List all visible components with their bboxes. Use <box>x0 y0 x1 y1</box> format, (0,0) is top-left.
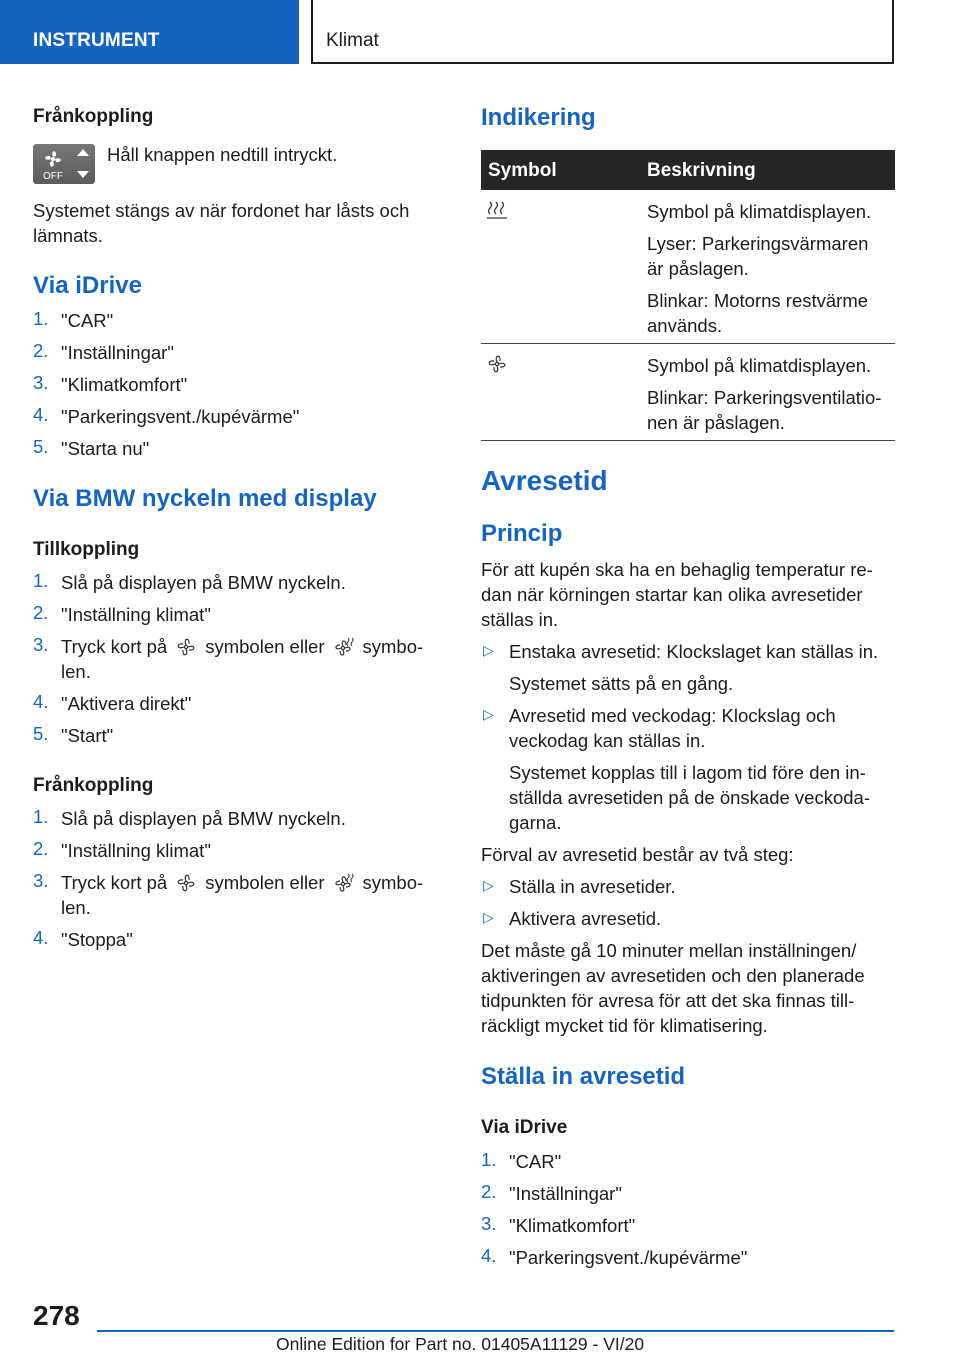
list-item: 3. "Klimatkomfort" <box>481 1213 636 1236</box>
forval-bullets: ▷ Ställa in avresetider. ▷ Aktivera avresetid. <box>483 876 676 929</box>
det-maste-line1: Det måste gå 10 minuter mellan inställningen/ <box>481 940 857 961</box>
indikering-title: Indikering <box>481 104 596 131</box>
table-row1-b2: är påslagen. <box>647 258 749 279</box>
list-item: 2. "Inställningar" <box>481 1181 622 1204</box>
off-note-line2: lämnats. <box>33 225 103 246</box>
heater-fan-icon <box>333 873 355 893</box>
list-item: 4. "Parkeringsvent./kupévärme" <box>481 1245 748 1268</box>
forval-text: Förval av avresetid består av två steg: <box>481 844 794 865</box>
princip-title: Princip <box>481 520 563 547</box>
chapter-label: Klimat <box>326 30 379 51</box>
table-row2-b1: Blinkar: Parkeringsventilatio- <box>647 387 882 408</box>
fan-icon <box>175 637 197 657</box>
page-number: 278 <box>33 1300 80 1331</box>
table-row2-a: Symbol på klimatdisplayen. <box>647 355 872 376</box>
key-title: Via BMW nyckeln med display <box>33 485 377 512</box>
bullet-icon: ▷ <box>483 877 494 893</box>
on-subtitle: Tillkoppling <box>33 539 140 560</box>
section-label: INSTRUMENT <box>33 30 160 51</box>
table-divider <box>481 343 895 344</box>
fan-icon <box>175 873 197 893</box>
table-row1-a: Symbol på klimatdisplayen. <box>647 201 872 222</box>
det-maste-line3: tidpunkten för avresa för att det ska finnas till- <box>481 990 855 1011</box>
table-row1-b1: Lyser: Parkeringsvärmaren <box>647 233 869 254</box>
princip-line2: dan när körningen startar kan olika avresetider <box>481 584 863 605</box>
off-title: Frånkoppling <box>33 106 154 127</box>
off2-subtitle: Frånkoppling <box>33 775 154 796</box>
list-item: 3. "Klimatkomfort" <box>33 372 188 395</box>
fan-icon <box>486 354 508 374</box>
col-beskrivning: Beskrivning <box>647 160 756 181</box>
table-row1-c2: används. <box>647 315 723 336</box>
edition-text: Online Edition for Part no. 01405A11129 - VI/20 <box>276 1334 645 1354</box>
table-bottom-rule <box>481 440 895 441</box>
det-maste-line4: räckligt mycket tid för klimatisering. <box>481 1015 768 1036</box>
heat-waves-icon <box>486 200 508 220</box>
princip-line1: För att kupén ska ha en behaglig temperatur re- <box>481 559 873 580</box>
fan-off-button-icon <box>33 144 95 184</box>
table-header <box>481 150 895 190</box>
on-steps: 1. Slå på displayen på BMW nyckeln. 2. "Inställning klimat" 3. Tryck kort på symbolen eller symbo- len. 4. "Aktivera direkt" 5. "Start" <box>33 570 424 746</box>
list-item: 1. "CAR" <box>481 1149 562 1172</box>
stalla-subtitle: Via iDrive <box>481 1117 568 1138</box>
footer-rule <box>97 1330 894 1332</box>
table-row1-c1: Blinkar: Motorns restvärme <box>647 290 869 311</box>
off-note-line1: Systemet stängs av när fordonet har låsts och <box>33 200 410 221</box>
list-item: 1. "CAR" <box>33 308 114 331</box>
svg-text:OFF: OFF <box>43 171 63 182</box>
idrive-title: Via iDrive <box>33 272 142 299</box>
stalla-title: Ställa in avresetid <box>481 1063 686 1090</box>
col-symbol: Symbol <box>488 160 557 181</box>
bullet-icon: ▷ <box>483 706 494 722</box>
bullet-icon: ▷ <box>483 909 494 925</box>
off-text: Håll knappen nedtill intryckt. <box>107 144 338 165</box>
list-item: 5. "Starta nu" <box>33 436 150 459</box>
off-steps: 1. Slå på displayen på BMW nyckeln. 2. "Inställning klimat" 3. Tryck kort på symbolen eller symbo- len. 4. "Stoppa" <box>33 806 424 950</box>
avresetid-title: Avresetid <box>481 465 608 496</box>
stalla-steps <box>481 1149 895 1277</box>
table-row2-b2: nen är påslagen. <box>647 412 785 433</box>
det-maste-line2: aktiveringen av avresetiden och den planerade <box>481 965 865 986</box>
avresetid-bullets: ▷ Enstaka avresetid: Klockslaget kan ställas in. Systemet sätts på en gång. ▷ Avresetid med veckodag: Klockslag och veckodag kan ställas in. Systemet kopplas till i lagom tid före den in- ställda avresetiden på de önskade veckoda- garna. <box>483 641 879 833</box>
chapter-tab <box>311 0 894 64</box>
section-tab <box>0 0 299 64</box>
list-item: 4. "Parkeringsvent./kupévärme" <box>33 404 300 427</box>
list-item: 2. "Inställningar" <box>33 340 174 363</box>
heater-fan-icon <box>333 637 355 657</box>
princip-line3: ställas in. <box>481 609 559 630</box>
idrive-steps <box>33 308 435 468</box>
bullet-icon: ▷ <box>483 642 494 658</box>
